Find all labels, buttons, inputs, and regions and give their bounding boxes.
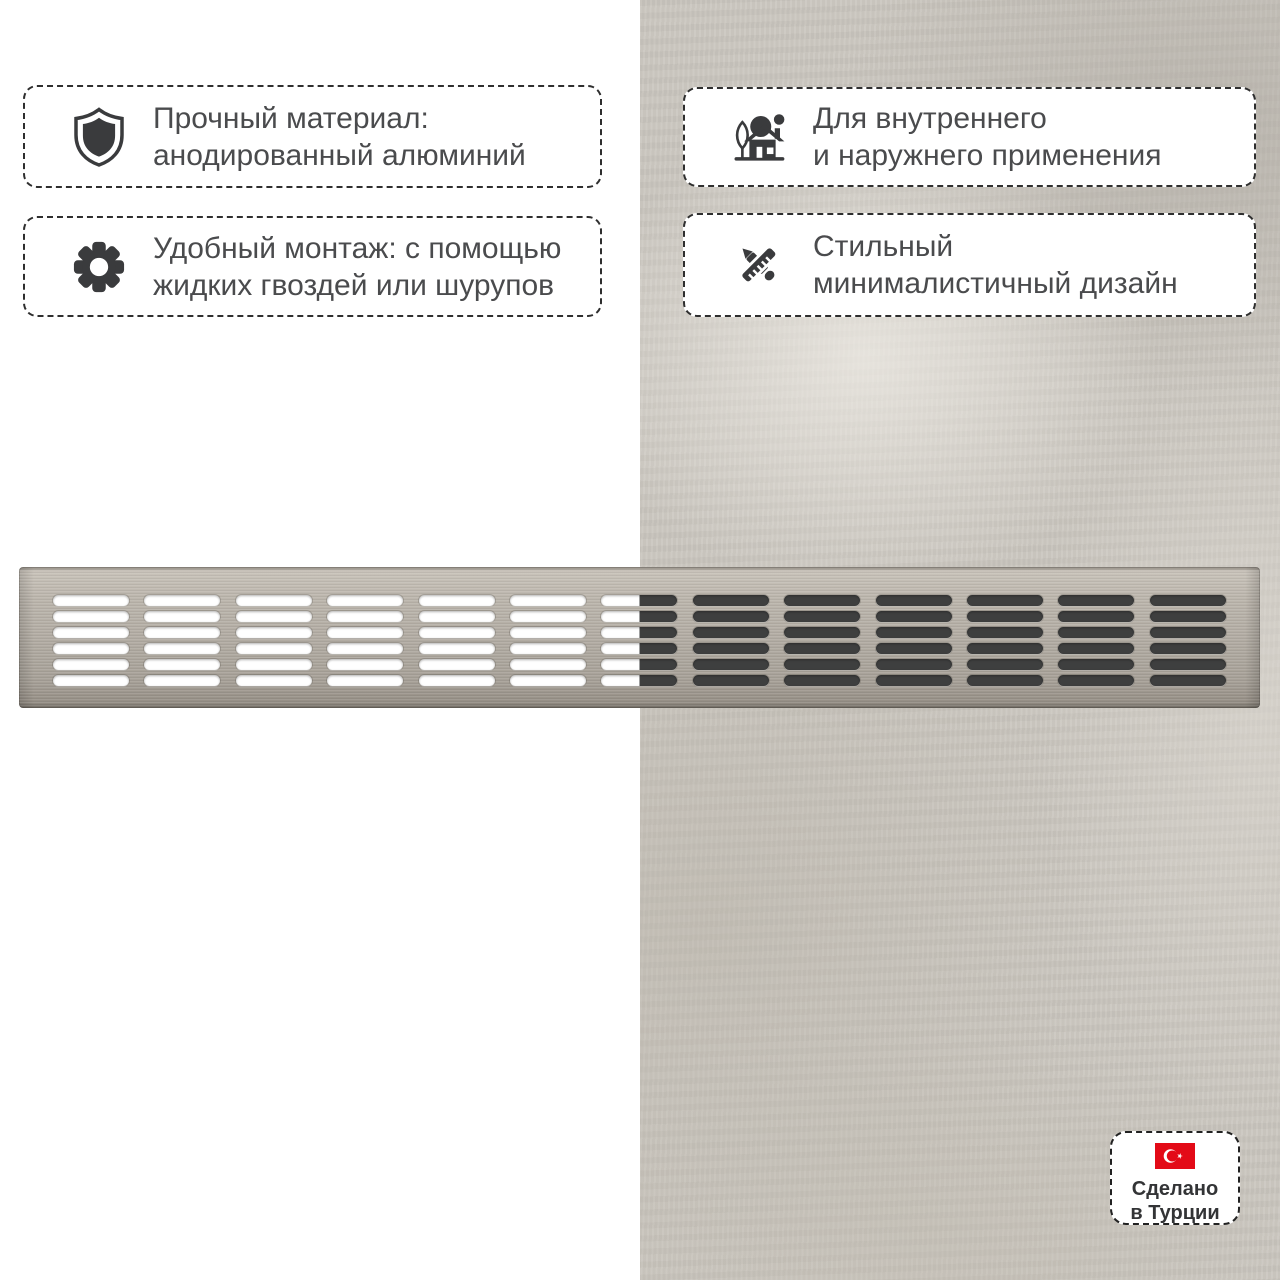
turkey-flag-icon: [1155, 1143, 1195, 1174]
feature-text-line: Стильный: [813, 230, 954, 263]
vent-slot: [236, 611, 312, 622]
vent-slot: [53, 659, 129, 670]
gear-icon: [71, 240, 127, 294]
vent-slot: [327, 627, 403, 638]
vent-slot: [601, 627, 677, 638]
vent-slot: [1058, 611, 1134, 622]
vent-slot: [876, 595, 952, 606]
vent-slot: [876, 627, 952, 638]
feature-indoor-outdoor: [683, 87, 1256, 187]
feature-easy-mounting: [23, 216, 602, 317]
vent-slot: [327, 659, 403, 670]
vent-slot: [144, 611, 220, 622]
feature-text-line: анодированный алюминий: [153, 138, 526, 172]
vent-slot: [601, 643, 677, 654]
vent-slot: [967, 675, 1043, 686]
vent-slot: [876, 643, 952, 654]
vent-slot: [1058, 659, 1134, 670]
vent-slot: [236, 643, 312, 654]
vent-slot: [53, 643, 129, 654]
vent-slot: [1058, 675, 1134, 686]
vent-slot: [1150, 659, 1226, 670]
vent-slot: [693, 643, 769, 654]
vent-slot: [53, 611, 129, 622]
vent-slot: [236, 595, 312, 606]
vent-slot: [1150, 595, 1226, 606]
vent-slot: [53, 675, 129, 686]
feature-text-line: минималистичный дизайн: [813, 267, 1178, 300]
vent-slot: [419, 675, 495, 686]
vent-slot: [510, 675, 586, 686]
vent-slot: [419, 595, 495, 606]
vent-slot: [419, 659, 495, 670]
feature-text-line: и наружнего применения: [813, 139, 1162, 172]
vent-slot: [419, 643, 495, 654]
feature-text-line: Для внутреннего: [813, 102, 1047, 135]
vent-slot: [967, 611, 1043, 622]
feature-text-line: Прочный материал:: [153, 101, 429, 135]
vent-slot: [693, 675, 769, 686]
vent-slot: [784, 675, 860, 686]
vent-slot: [784, 659, 860, 670]
vent-slot: [419, 627, 495, 638]
vent-slot: [510, 643, 586, 654]
vent-slot: [144, 659, 220, 670]
vent-slot: [236, 627, 312, 638]
vent-slot: [693, 595, 769, 606]
vent-slot: [327, 595, 403, 606]
shield-icon: [71, 107, 127, 167]
house-icon: [731, 108, 787, 166]
vent-slot: [601, 675, 677, 686]
vent-slot: [784, 595, 860, 606]
vent-slot: [419, 611, 495, 622]
vent-slot: [601, 595, 677, 606]
vent-slot: [236, 659, 312, 670]
vent-slot: [510, 627, 586, 638]
vent-slot: [144, 675, 220, 686]
ventilation-grille-product: [19, 567, 1260, 708]
vent-slot: [236, 675, 312, 686]
feature-durable-material: [23, 85, 602, 188]
vent-slot: [53, 627, 129, 638]
vent-slot: [693, 627, 769, 638]
vent-slot: [967, 643, 1043, 654]
vent-slot: [1058, 627, 1134, 638]
vent-slot: [1150, 643, 1226, 654]
vent-slot: [144, 643, 220, 654]
vent-slot: [144, 627, 220, 638]
feature-text-line: жидких гвоздей или шурупов: [153, 268, 555, 302]
vent-slot: [1058, 643, 1134, 654]
pencil-ruler-icon: [731, 237, 787, 293]
vent-slot: [784, 611, 860, 622]
feature-minimalist-design: [683, 213, 1256, 317]
vent-slot: [967, 595, 1043, 606]
vent-slot: [327, 675, 403, 686]
vent-slot: [327, 643, 403, 654]
vent-slot: [1150, 675, 1226, 686]
vent-slot: [1150, 611, 1226, 622]
vent-slot: [784, 643, 860, 654]
vent-slot: [601, 659, 677, 670]
vent-slot: [876, 675, 952, 686]
vent-slot: [967, 627, 1043, 638]
vent-slot: [876, 659, 952, 670]
vent-slot: [601, 611, 677, 622]
badge-text-line: в Турции: [1130, 1202, 1220, 1224]
made-in-turkey-badge: [1110, 1131, 1240, 1225]
badge-text-line: Сделано: [1131, 1178, 1219, 1200]
vent-slot: [693, 611, 769, 622]
feature-text-line: Удобный монтаж: с помощью: [153, 231, 562, 265]
vent-slot: [1058, 595, 1134, 606]
vent-slot: [784, 627, 860, 638]
vent-slot: [53, 595, 129, 606]
vent-slot: [510, 595, 586, 606]
vent-slot: [693, 659, 769, 670]
vent-slot: [510, 611, 586, 622]
vent-slot: [510, 659, 586, 670]
vent-slot: [144, 595, 220, 606]
vent-slot: [967, 659, 1043, 670]
vent-slot: [1150, 627, 1226, 638]
vent-slot: [876, 611, 952, 622]
vent-slot: [327, 611, 403, 622]
